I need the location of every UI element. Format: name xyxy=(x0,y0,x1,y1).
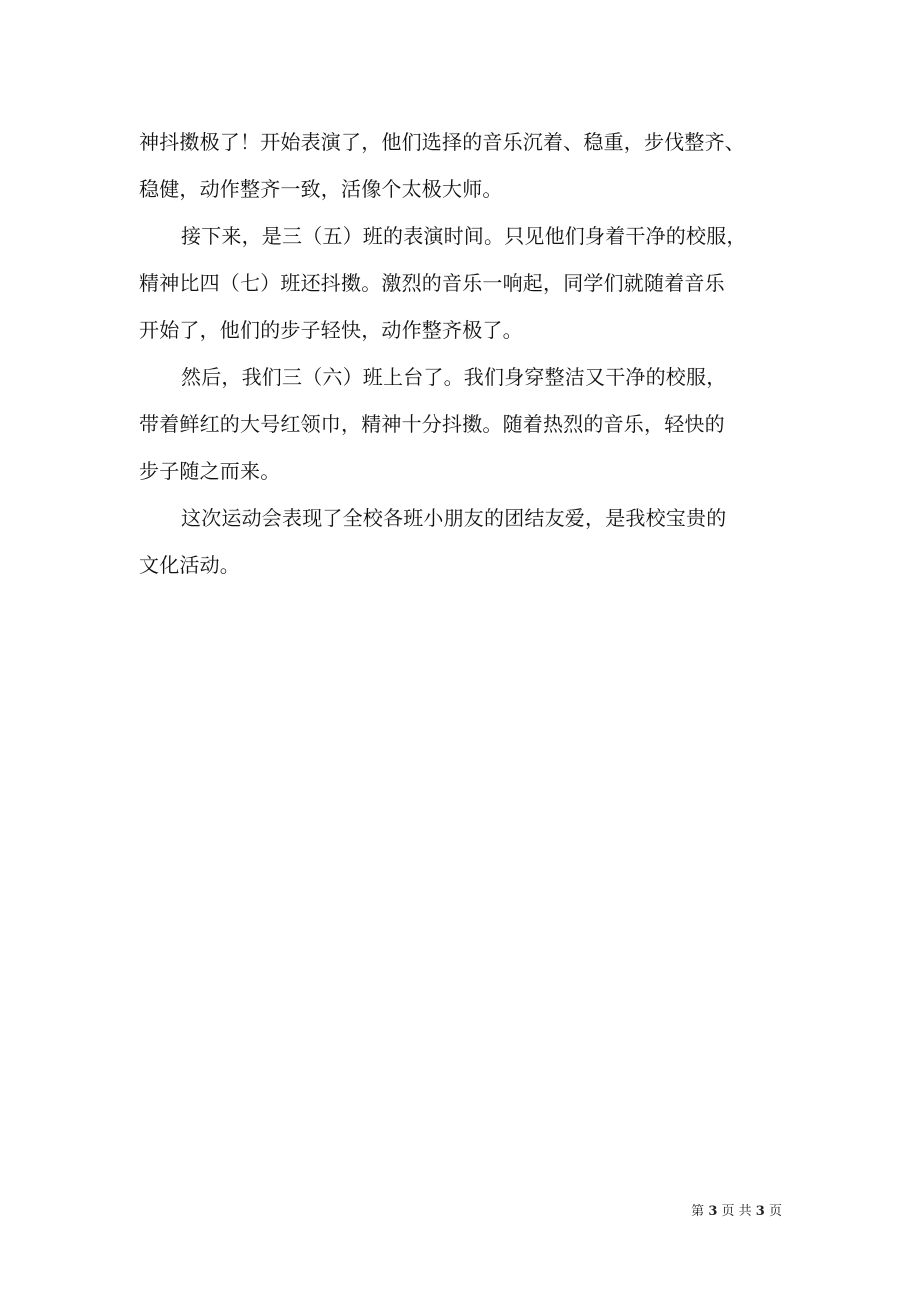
footer-current-page: 3 xyxy=(708,1204,718,1219)
text-line: 神抖擞极了！开始表演了，他们选择的音乐沉着、稳重，步伐整齐、 xyxy=(139,130,745,154)
document-body xyxy=(139,119,799,589)
footer-middle: 页 共 xyxy=(721,1204,752,1219)
text-line: 精神比四（七）班还抖擞。激烈的音乐一响起，同学们就随着音乐 xyxy=(139,271,725,295)
text-line: 文化活动。 xyxy=(139,553,240,577)
text-line: 步子随之而来。 xyxy=(139,459,281,483)
footer-prefix: 第 xyxy=(691,1204,705,1219)
text-line: 带着鲜红的大号红领巾，精神十分抖擞。随着热烈的音乐，轻快的 xyxy=(139,412,725,436)
page-footer xyxy=(600,1203,782,1221)
paragraph-first-line: 接下来，是三（五）班的表演时间。只见他们身着干净的校服， xyxy=(181,224,747,248)
text-line: 开始了，他们的步子轻快，动作整齐极了。 xyxy=(139,318,523,342)
footer-suffix: 页 xyxy=(768,1204,782,1219)
text-line: 稳健，动作整齐一致，活像个太极大师。 xyxy=(139,177,503,201)
paragraph-first-line: 这次运动会表现了全校各班小朋友的团结友爱，是我校宝贵的 xyxy=(181,506,727,530)
footer-total-pages: 3 xyxy=(755,1204,765,1219)
paragraph-first-line: 然后，我们三（六）班上台了。我们身穿整洁又干净的校服， xyxy=(181,365,727,389)
